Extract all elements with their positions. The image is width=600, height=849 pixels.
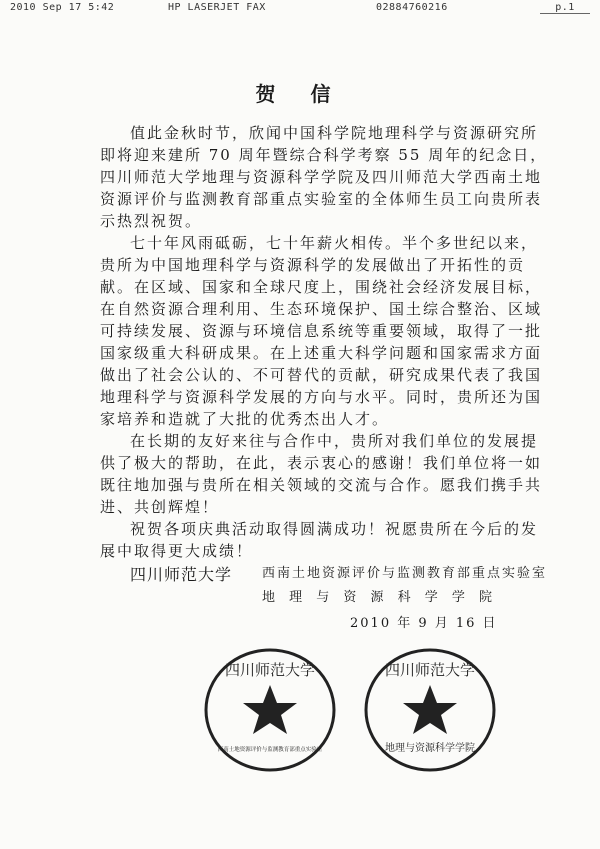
- paragraph: 七十年风雨砥砺，七十年薪火相传。半个多世纪以来，贵所为中国地理科学与资源科学的发展做出了开拓性的贡献。在区域、国家和全球尺度上，围绕社会经济发展目标，在自然资源合理利用、生态环境保护、国土综合整治、区域可持续发展、资源与环境信息系统等重要领域，取得了一批国家级重大科研成果。在上述重大科学问题和国家需求方面做出了社会公认的、不可替代的贡献，研究成果代表了我国地理科学与资源科学发展的方向与水平。同时，贵所还为国家培养和造就了大批的优秀杰出人才。: [100, 234, 543, 428]
- signature-lab: 西南土地资源评价与监测教育部重点实验室: [262, 566, 548, 581]
- letter-body: [100, 122, 552, 562]
- seal-college-bottom-text: 地理与资源科学学院: [385, 743, 475, 754]
- paragraph: 祝贺各项庆典活动取得圆满成功！祝愿贵所在今后的发展中取得更大成绩！: [100, 520, 539, 560]
- paragraph: 在长期的友好来往与合作中，贵所对我们单位的发展提供了极大的帮助，在此，表示衷心的感谢！我们单位将一如既往地加强与贵所在相关领域的交流与合作。愿我们携手共进、共创辉煌！: [100, 432, 543, 516]
- paragraph: 值此金秋时节，欣闻中国科学院地理科学与资源研究所即将迎来建所 70 周年暨综合科学考察 55 周年的纪念日，四川师范大学地理与资源科学学院及四川师范大学西南土地资源评价与监测教育部重点实验室的全体师生员工向贵所表示热烈祝贺。: [100, 124, 548, 230]
- signature-date: 2010 年 9 月 16 日: [350, 616, 498, 631]
- official-seal-college: [360, 645, 500, 775]
- seal-lab-bottom-text: 西南土地资源评价与监测教育部重点实验室: [217, 747, 323, 753]
- official-seal-lab: [200, 645, 340, 775]
- fax-page: p.1: [540, 2, 590, 14]
- fax-datetime: 2010 Sep 17 5:42: [10, 2, 115, 13]
- seal-college-top-text: 四川师范大学: [384, 661, 476, 679]
- signature-university: 四川师范大学: [130, 565, 233, 584]
- letter-title: 贺 信: [255, 82, 345, 106]
- signature-college: 地 理 与 资 源 科 学 学 院: [262, 590, 498, 605]
- fax-device: HP LASERJET FAX: [168, 2, 266, 13]
- seal-lab-top-text: 四川师范大学: [224, 661, 316, 679]
- fax-number: 02884760216: [376, 2, 448, 13]
